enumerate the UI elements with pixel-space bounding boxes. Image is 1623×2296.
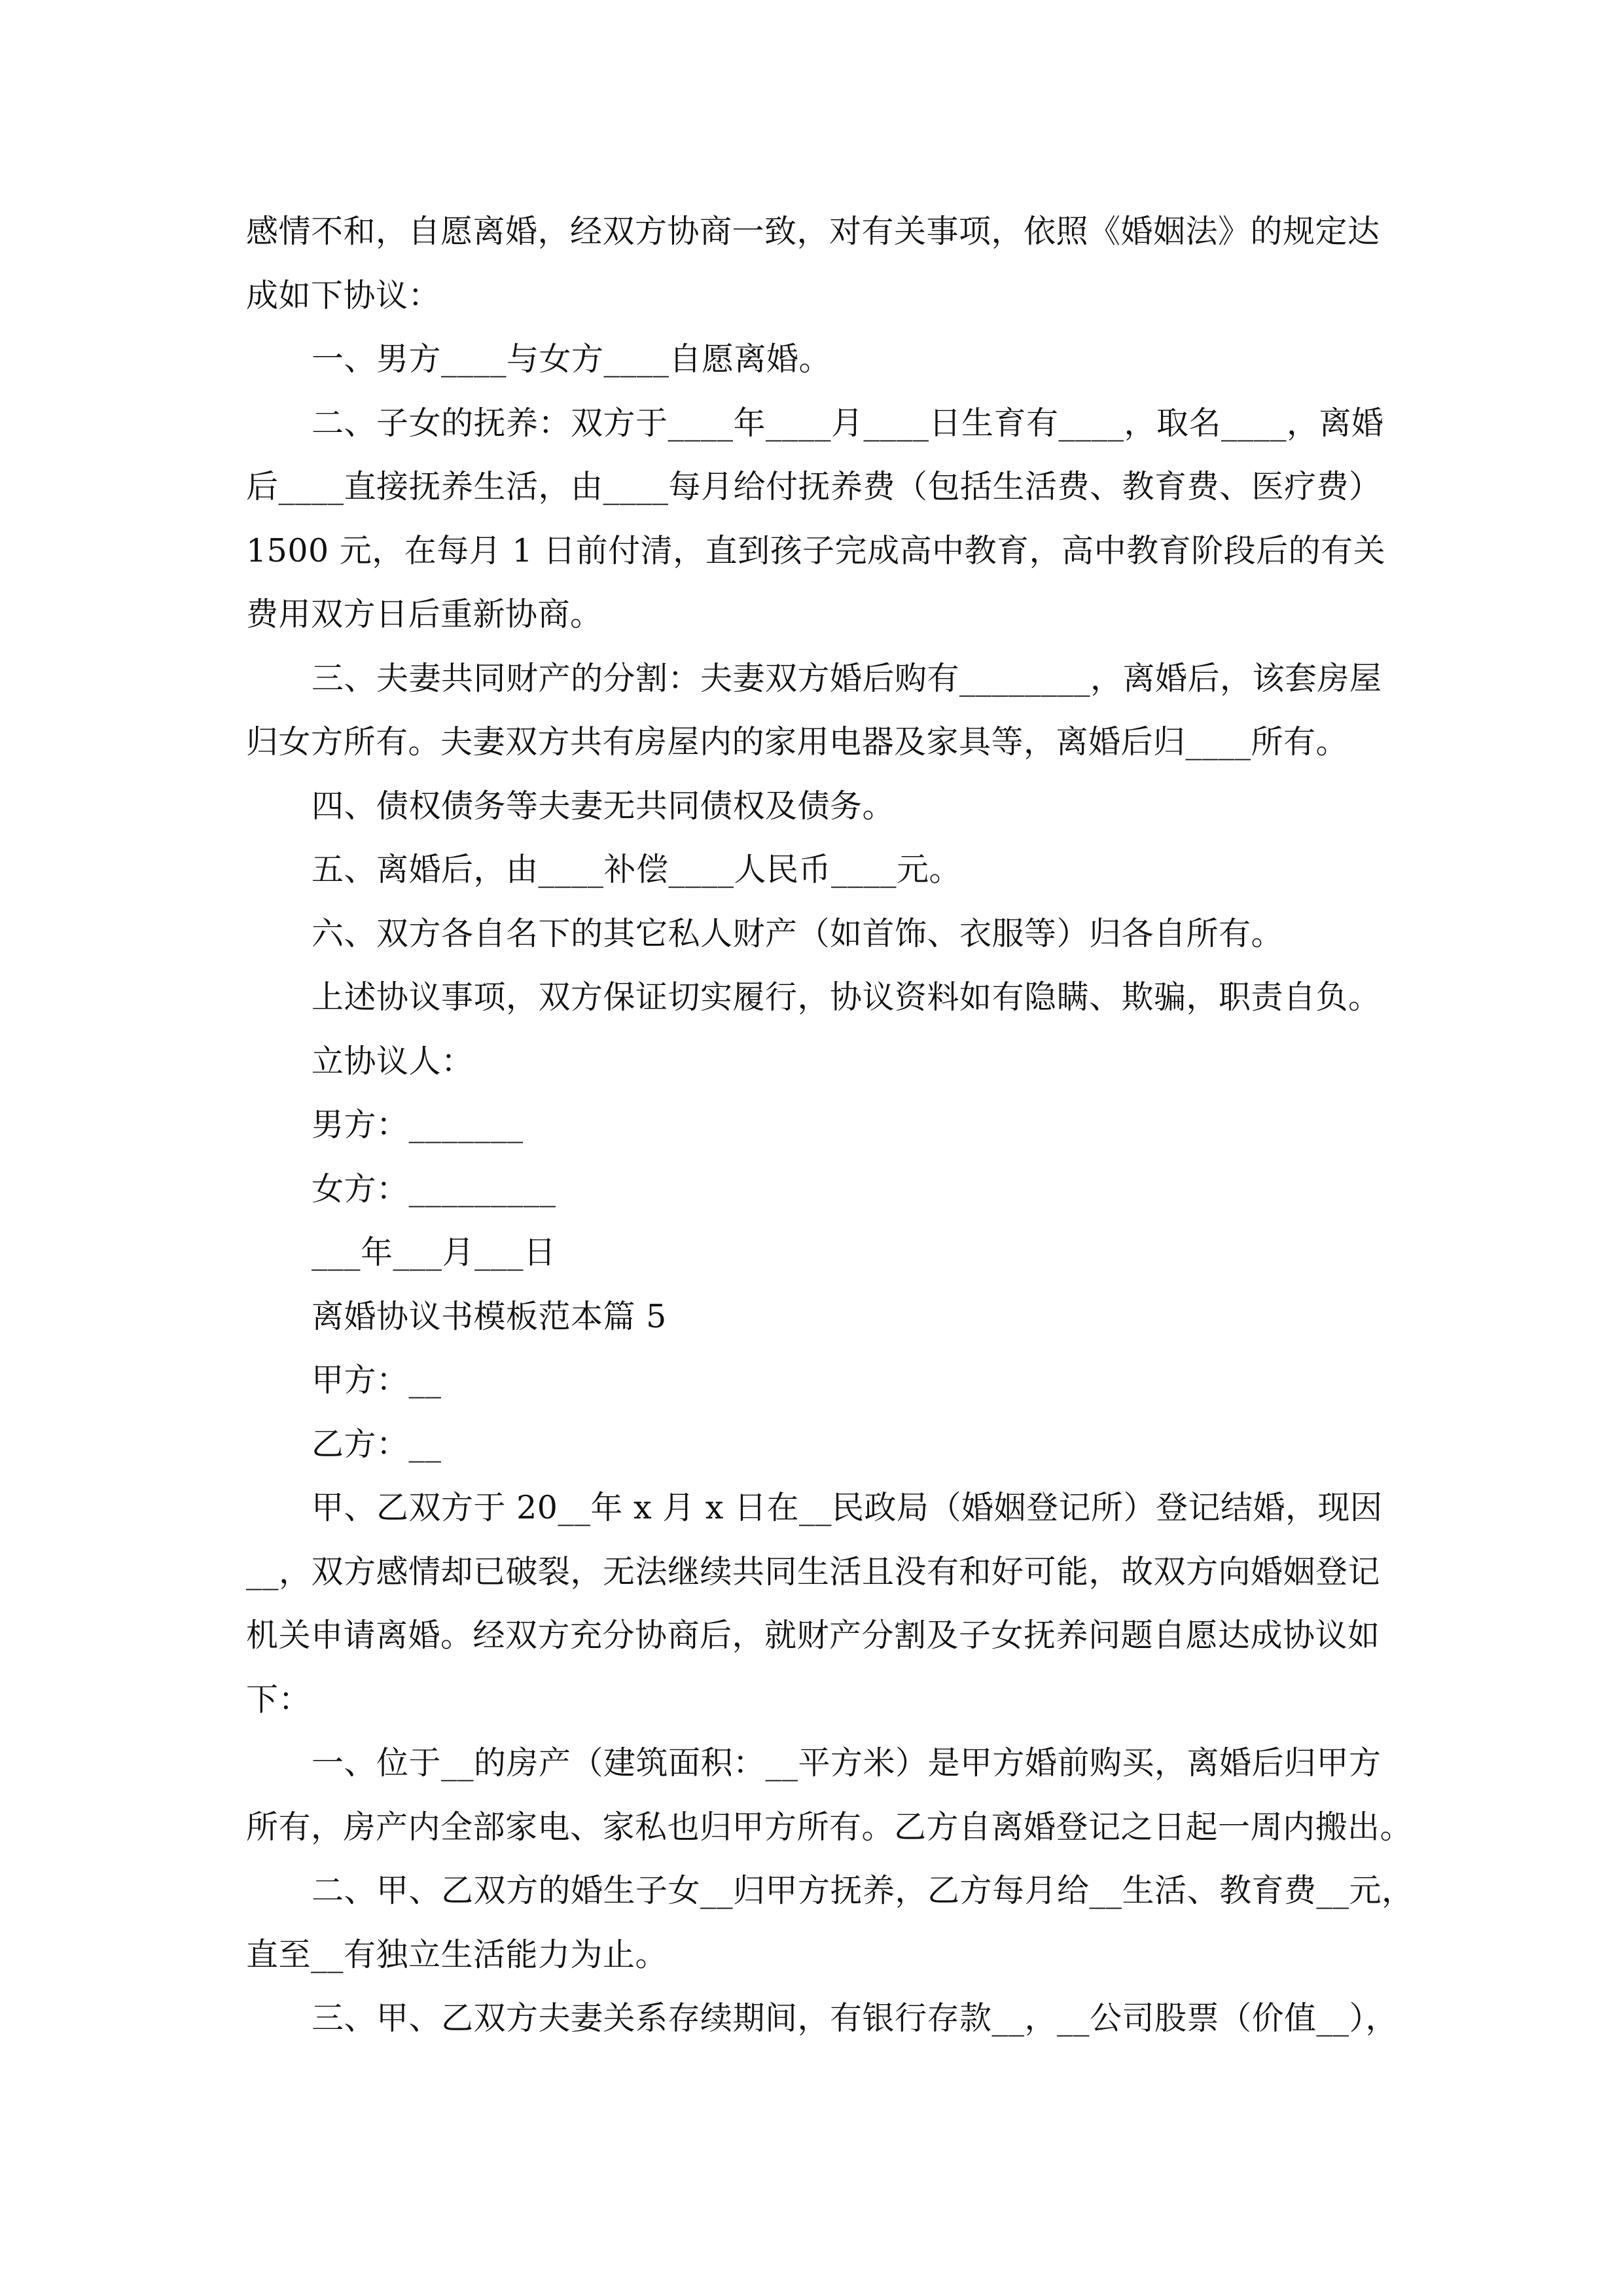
text-line: 所有，房产内全部家电、家私也归甲方所有。乙方自离婚登记之日起一周内搬出。 [246, 1808, 1413, 1846]
male-party-field: 男方：_______ [312, 1106, 524, 1143]
text-line: 六、双方各自名下的其它私人财产（如首饰、衣服等）归各自所有。 [312, 914, 1284, 952]
text-line: 上述协议事项，双方保证切实履行，协议资料如有隐瞒、欺骗，职责自负。 [312, 978, 1381, 1016]
text-line: 四、债权债务等夫妻无共同债权及债务。 [312, 787, 895, 825]
text-line: 直至__有独立生活能力为止。 [246, 1935, 668, 1973]
text-line: 一、男方____与女方____自愿离婚。 [312, 340, 832, 378]
text-line: 三、甲、乙双方夫妻关系存续期间，有银行存款__，__公司股票（价值__）， [312, 2000, 1399, 2037]
text-line: 三、夫妻共同财产的分割：夫妻双方婚后购有________，离婚后，该套房屋 [312, 659, 1382, 697]
text-line: 1500 元，在每月 1 日前付清，直到孩子完成高中教育，高中教育阶段后的有关 [246, 531, 1386, 569]
text-line: 下： [246, 1680, 312, 1718]
date-field: ___年___月___日 [312, 1234, 556, 1271]
text-line: 二、甲、乙双方的婚生子女__归甲方抚养，乙方每月给__生活、教育费__元， [312, 1872, 1414, 1909]
signatories-heading: 立协议人： [312, 1042, 474, 1080]
text-line: 归女方所有。夫妻双方共有房屋内的家用电器及家具等，离婚后归____所有。 [246, 723, 1349, 761]
text-line: 甲、乙双方于 20__年 x 月 x 日在__民政局（婚姻登记所）登记结婚，现因 [312, 1489, 1383, 1526]
document-body [246, 200, 1414, 2051]
text-line: 五、离婚后，由____补偿____人民币____元。 [312, 851, 962, 888]
text-line: 费用双方日后重新协商。 [246, 596, 603, 633]
text-line: 机关申请离婚。经双方充分协商后，就财产分割及子女抚养问题自愿达成协议如 [246, 1617, 1380, 1654]
text-line: 二、子女的抚养：双方于____年____月____日生育有____，取名____，离婚 [312, 404, 1384, 442]
party-a-field: 甲方：__ [312, 1361, 442, 1399]
section-heading: 离婚协议书模板范本篇 5 [312, 1297, 667, 1335]
party-b-field: 乙方：__ [312, 1425, 442, 1463]
text-line: __，双方感情却已破裂，无法继续共同生活且没有和好可能，故双方向婚姻登记 [246, 1552, 1381, 1590]
female-party-field: 女方：_________ [312, 1170, 556, 1208]
text-line: 感情不和，自愿离婚，经双方协商一致，对有关事项，依照《婚姻法》的规定达 [246, 213, 1380, 250]
text-line: 后____直接抚养生活，由____每月给付抚养费（包括生活费、教育费、医疗费） [246, 468, 1382, 505]
text-line: 一、位于__的房产（建筑面积：__平方米）是甲方婚前购买，离婚后归甲方 [312, 1744, 1382, 1782]
text-line: 成如下协议： [246, 276, 441, 314]
